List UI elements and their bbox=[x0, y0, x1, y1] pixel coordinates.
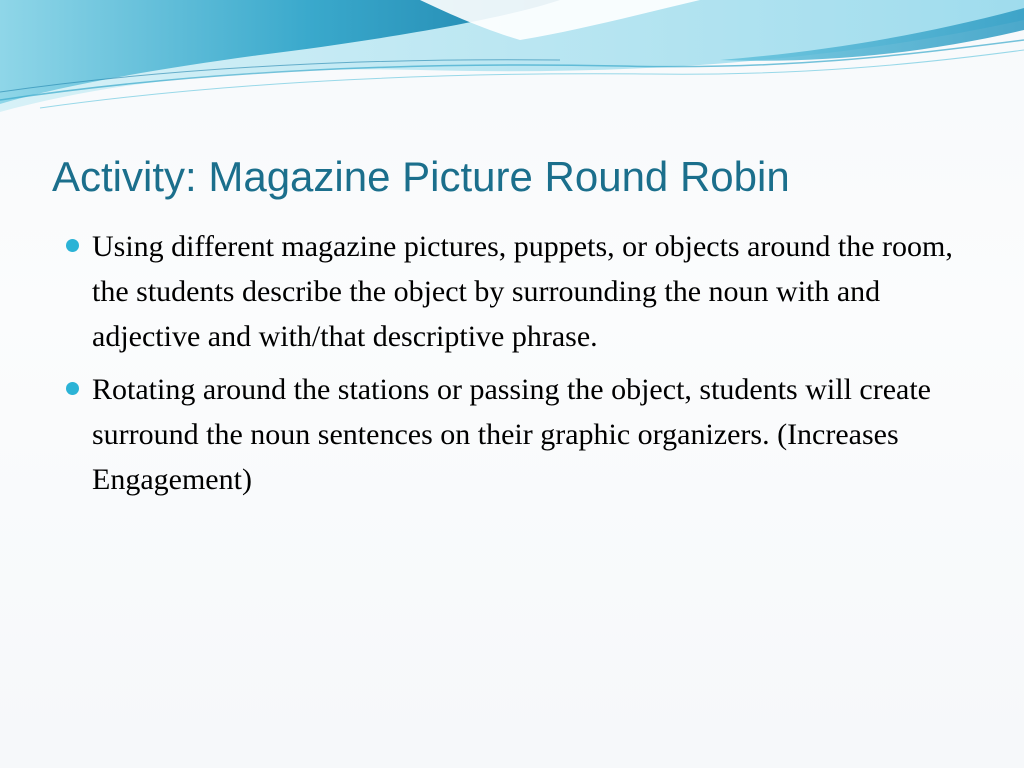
bullet-item bbox=[64, 367, 964, 502]
bullet-dot-icon bbox=[66, 239, 79, 252]
bullet-item bbox=[64, 224, 964, 359]
bullet-text: Using different magazine pictures, puppets, or objects around the room, the students describe the object by surrounding the noun with and adjective and with/that descriptive phrase. bbox=[92, 230, 953, 353]
bullet-text: Rotating around the stations or passing the object, students will create surround the noun sentences on their graphic organizers. (Increases Engagement) bbox=[92, 373, 931, 496]
bullet-list bbox=[64, 224, 964, 510]
slide-title: Activity: Magazine Picture Round Robin bbox=[52, 153, 790, 200]
bullet-dot-icon bbox=[66, 382, 79, 395]
header-wave-decoration bbox=[0, 0, 1024, 120]
